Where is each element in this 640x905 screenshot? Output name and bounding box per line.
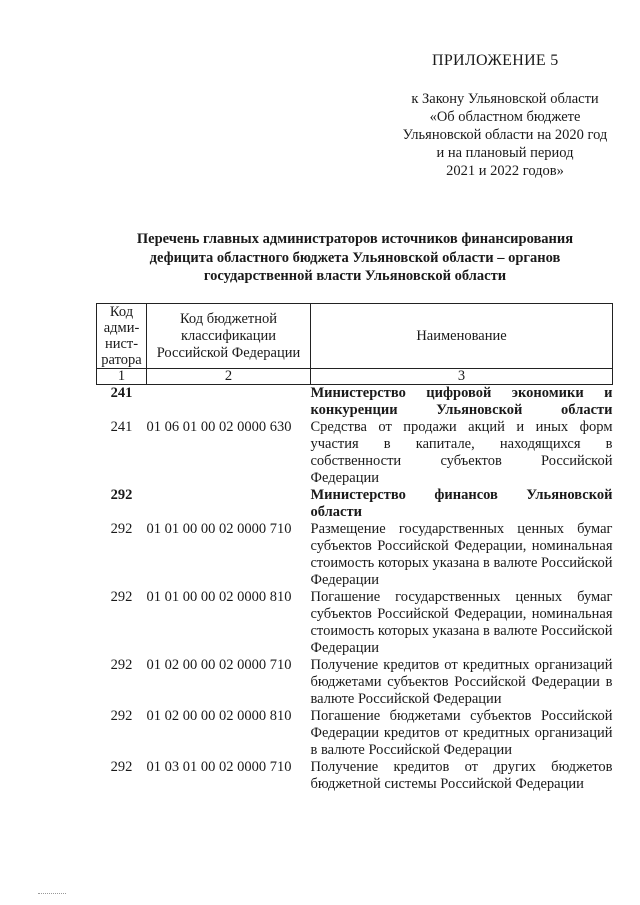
law-reference-line: 2021 и 2022 годов»	[446, 163, 564, 179]
kbk-cell: 01 06 01 00 02 0000 630	[146, 419, 292, 435]
kbk-cell	[147, 487, 311, 521]
admin-code-cell: 241	[110, 385, 133, 401]
admin-code-cell: 292	[110, 708, 133, 724]
law-reference	[380, 90, 630, 180]
table-header-row	[97, 304, 613, 369]
table-row	[97, 708, 613, 759]
kbk-cell	[147, 385, 311, 420]
document-title	[100, 230, 610, 286]
name-cell: Получение кредитов от кредитных организаций бюджетами субъектов Российской Федерации в валюте Российской Федерации	[310, 657, 613, 707]
name-cell: Погашение государственных ценных бумаг субъектов Российской Федерации, номинальная стоимость которых указана в валюте Российской Федерации	[310, 589, 613, 656]
table-row	[97, 589, 613, 657]
column-number-row	[97, 369, 613, 385]
admin-code-cell: 292	[110, 487, 133, 503]
table-row	[97, 521, 613, 589]
name-cell: Министерство финансов Ульяновской области	[310, 487, 613, 520]
admin-code-cell: 241	[110, 419, 133, 435]
admin-code-cell: 292	[110, 589, 133, 605]
law-reference-line: и на плановый период	[436, 145, 574, 161]
header-admin-code-label: Код адми-нист-ратора	[101, 304, 142, 368]
kbk-cell: 01 03 01 00 02 0000 710	[146, 759, 292, 775]
law-reference-line: к Закону Ульяновской области	[411, 91, 599, 107]
table-row	[97, 419, 613, 487]
administrators-table	[96, 303, 613, 793]
admin-code-cell: 292	[110, 759, 133, 775]
title-line: Перечень главных администраторов источников финансирования	[136, 231, 574, 247]
table-row	[97, 759, 613, 793]
name-cell: Министерство цифровой экономики и конкуренции Ульяновской области	[310, 385, 613, 418]
name-cell: Размещение государственных ценных бумаг субъектов Российской Федерации, номинальная стоимость которых указана в валюте Российской Федерации	[310, 521, 613, 588]
admin-code-cell: 292	[110, 657, 133, 673]
header-admin-code	[97, 304, 147, 369]
name-cell: Погашение бюджетами субъектов Российской Федерации кредитов от кредитных организаций в валюте Российской Федерации	[310, 708, 613, 758]
kbk-cell: 01 02 00 00 02 0000 810	[146, 708, 292, 724]
name-cell: Получение кредитов от других бюджетов бюджетной системы Российской Федерации	[310, 759, 613, 792]
kbk-cell: 01 01 00 00 02 0000 810	[146, 589, 292, 605]
admin-code-cell: 292	[110, 521, 133, 537]
title-line: дефицита областного бюджета Ульяновской области – органов	[149, 249, 561, 266]
column-number: 1	[97, 369, 147, 385]
table-body	[97, 385, 613, 794]
law-reference-line: «Об областном бюджете	[429, 109, 581, 125]
kbk-cell: 01 01 00 00 02 0000 710	[146, 521, 292, 537]
table-row	[97, 657, 613, 708]
table-row	[97, 487, 613, 521]
column-number: 3	[311, 369, 613, 385]
law-reference-line: Ульяновской области на 2020 год	[402, 127, 608, 143]
header-name	[311, 304, 613, 369]
kbk-cell: 01 02 00 00 02 0000 710	[146, 657, 292, 673]
header-kbk-label: Код бюджетной классификации Российской Федерации	[156, 310, 301, 361]
header-kbk	[147, 304, 311, 369]
title-line: государственной власти Ульяновской области	[203, 268, 507, 284]
name-cell: Средства от продажи акций и иных форм участия в капитале, находящихся в собственности субъектов Российской Федерации	[310, 419, 613, 486]
table-row	[97, 385, 613, 420]
column-number: 2	[147, 369, 311, 385]
page-speck	[38, 893, 66, 895]
header-name-label: Наименование	[416, 327, 507, 344]
appendix-label: ПРИЛОЖЕНИЕ 5	[432, 52, 559, 69]
